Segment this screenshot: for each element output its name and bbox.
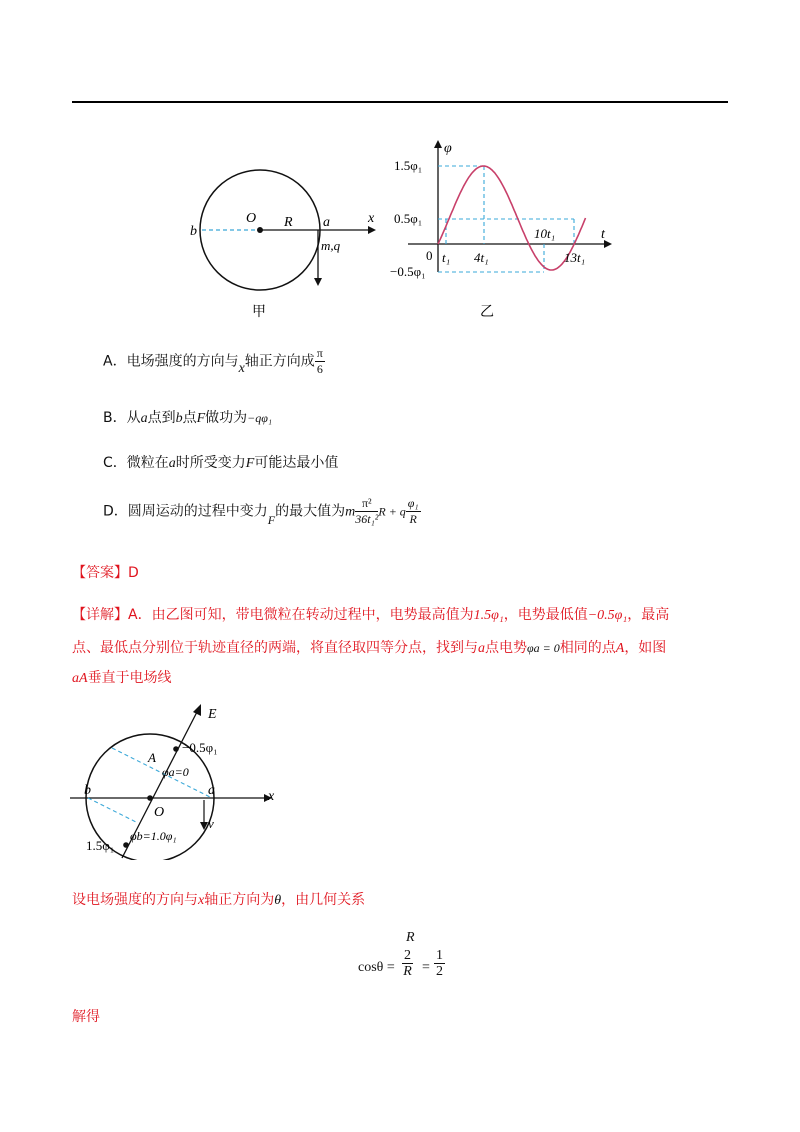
label-pos: 1.5φ₁ xyxy=(86,838,115,853)
option-b-a: a xyxy=(140,411,148,426)
caption-jia: 甲 xyxy=(252,305,266,320)
option-b[interactable] xyxy=(103,407,272,427)
formula-top: R xyxy=(406,930,415,945)
center-dot xyxy=(257,227,263,233)
formula-cos: cosθ = xyxy=(358,960,395,975)
x-axis-arrow xyxy=(368,226,376,234)
label-b-2: b xyxy=(84,783,91,798)
explanation-line-1: 【详解】A．由乙图可知，带电微粒在转动过程中，电势最高值为1.5φ₁，电势最低值−0.5φ₁，最高 xyxy=(72,607,670,623)
tick-13t1: 13t₁ xyxy=(564,250,586,265)
option-d-prefix: D．圆周运动的过程中变力 xyxy=(103,503,268,520)
theta-line: 设电场强度的方向与x轴正方向为θ，由几何关系 xyxy=(72,892,366,908)
option-b-value: −qφ₁ xyxy=(247,411,273,425)
label-O-2: O xyxy=(154,805,165,820)
field-arrow xyxy=(193,704,201,716)
label-A: A xyxy=(148,750,156,765)
option-b-prefix: B．从 xyxy=(103,410,141,426)
formula-eq: = xyxy=(422,960,430,975)
force-arrow-head xyxy=(314,278,322,286)
tick-high: 1.5φ₁ xyxy=(394,158,423,173)
caption-yi: 乙 xyxy=(480,305,494,320)
label-mq: m,q xyxy=(321,238,341,253)
label-phia: φa=0 xyxy=(162,765,189,779)
label-v: v xyxy=(208,816,214,831)
solve-label: 解得 xyxy=(72,1009,100,1025)
option-a[interactable] xyxy=(103,346,325,377)
option-b-suffix: 做功为 xyxy=(205,410,248,426)
point-O xyxy=(147,795,153,801)
option-c-F: F xyxy=(245,456,255,471)
tick-4t1: 4t₁ xyxy=(474,250,489,265)
option-d-fraction-2: $\frac{\text{φ₁}}{R}$ xyxy=(407,496,419,526)
explanation-line-2: 点、最低点分别位于轨迹直径的两端，将直径取四等分点，找到与a点电势φa = 0相同的点A，如图 xyxy=(72,640,667,656)
option-d-m: m xyxy=(345,504,356,520)
label-x: x xyxy=(368,211,375,226)
label-phi: φ xyxy=(444,141,452,156)
formula-frac-2: $\frac{1}{2}$ xyxy=(436,948,443,979)
label-phib: φb=1.0φ₁ xyxy=(130,829,177,843)
tick-zero: 0 xyxy=(426,248,433,263)
formula-frac-1: $\frac{2}{R}$ xyxy=(403,948,412,979)
option-a-fraction: $\frac{\pi}{6}$ xyxy=(316,346,323,376)
tick-t1: t₁ xyxy=(442,250,451,265)
option-d[interactable] xyxy=(103,496,421,527)
label-E: E xyxy=(208,707,217,722)
figure-jia xyxy=(180,160,390,330)
option-c-mid: 时所受变力 xyxy=(175,455,246,471)
label-a: a xyxy=(323,215,330,230)
label-a-2: a xyxy=(208,783,215,798)
figure-field-diagram xyxy=(70,700,310,860)
option-d-F: F xyxy=(267,512,276,527)
option-b-mid2: 点 xyxy=(182,410,197,426)
option-d-mid: 的最大值为 xyxy=(275,503,346,520)
option-d-R: R + q xyxy=(378,504,406,519)
label-O: O xyxy=(246,211,257,226)
option-b-b: b xyxy=(175,411,183,426)
option-b-F: F xyxy=(196,411,206,426)
point-pos xyxy=(123,842,129,848)
tick-mid: 0.5φ₁ xyxy=(394,211,423,226)
option-d-fraction-1: $\frac{\text{π²}}{\text{36t₁²}}$ xyxy=(355,496,379,526)
option-a-x: x xyxy=(238,360,245,376)
explanation-line-3: aA垂直于电场线 xyxy=(72,670,172,686)
t-axis-arrow xyxy=(604,240,612,248)
label-neg: −0.5φ₁ xyxy=(182,740,218,755)
option-c-suffix: 可能达最小值 xyxy=(254,455,339,471)
option-c-a: a xyxy=(168,456,176,471)
point-neg xyxy=(173,746,179,752)
tick-10t1: 10t₁ xyxy=(534,226,556,241)
option-c-prefix: C．微粒在 xyxy=(103,455,169,471)
tick-low: −0.5φ₁ xyxy=(390,264,426,279)
label-R: R xyxy=(284,215,293,230)
option-b-mid: 点到 xyxy=(147,410,176,426)
answer-label: 【答案】D xyxy=(72,565,139,581)
figure-yi xyxy=(388,132,618,327)
label-t: t xyxy=(601,227,605,242)
option-c[interactable] xyxy=(103,452,338,472)
option-a-suffix: 轴正方向成 xyxy=(244,353,315,370)
option-a-prefix: A．电场强度的方向与 xyxy=(103,353,239,370)
label-x-2: x xyxy=(268,789,275,804)
header-rule xyxy=(72,101,728,103)
guide-lines xyxy=(438,166,574,272)
phi-axis-arrow xyxy=(434,140,442,148)
label-b: b xyxy=(190,224,197,239)
